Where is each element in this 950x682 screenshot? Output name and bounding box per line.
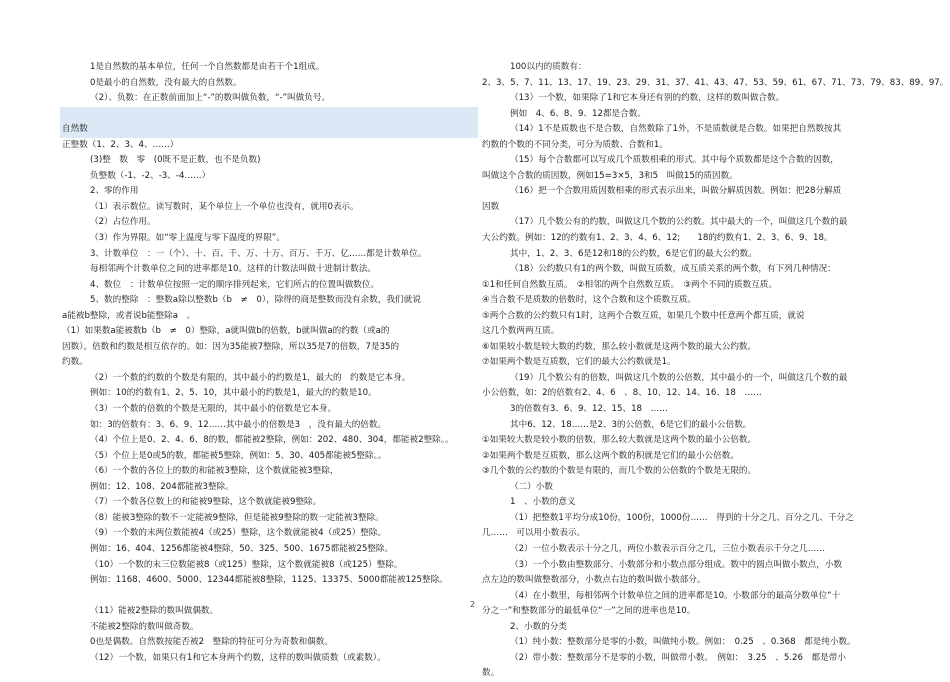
text-line: 分之一”和整数部分的最低单位“一”之间的进率也是10。 bbox=[482, 606, 696, 617]
text-line: （2）带小数：整数部分不是零的小数，叫做带小数。 例如： 3.25 、5.26 都是带小 bbox=[510, 652, 846, 663]
text-line: ④当合数不是质数的倍数时，这个合数和这个质数互质。 bbox=[482, 295, 696, 306]
text-line: 例如：16、404、1256都能被4整除，50、325、500、1675都能被25整除。 bbox=[90, 543, 394, 554]
page-number: 2 bbox=[470, 600, 476, 609]
text-line: 1是自然数的基本单位，任何一个自然数都是由若干个1组成。 bbox=[90, 62, 325, 72]
text-line: 2、小数的分类 bbox=[510, 621, 568, 632]
text-line: 例如：1168、4600、5000、12344都能被8整除，1125、13375、5000都能被125整除。 bbox=[90, 575, 448, 586]
text-line: （1）表示数位。读写数时，某个单位上一个单位也没有，就用0表示。 bbox=[90, 201, 359, 212]
right-column bbox=[482, 60, 949, 682]
text-line: （7）一个数各位数上的和能被9整除，这个数就能被9整除。 bbox=[90, 497, 322, 508]
text-line: 数。 bbox=[482, 668, 500, 679]
text-line: 约数的个数的不同分类，可分为质数、合数和1。 bbox=[482, 139, 668, 150]
text-line: （1）纯小数：整数部分是零的小数，叫做纯小数。例如： 0.25 、0.368 都是纯小数。 bbox=[510, 637, 856, 648]
text-line: （19）几个数公有的倍数，叫做这几个数的公倍数，其中最小的一个，叫做这几个数的最 bbox=[510, 372, 848, 383]
text-line: ②如果两个数是互质数，那么这两个数的积就是它们的最小公倍数。 bbox=[482, 450, 739, 461]
text-line: （3）一个数的倍数的个数是无限的，其中最小的倍数是它本身。 bbox=[90, 404, 337, 415]
text-line: 因数 bbox=[482, 201, 500, 212]
text-line: 不能被2整除的数叫做奇数。 bbox=[90, 621, 199, 632]
text-line: （17）几个数公有的约数，叫做这几个数的公约数。其中最大的一个，叫做这几个数的最 bbox=[510, 217, 848, 228]
text-line: 这几个数两两互质。 bbox=[482, 326, 560, 337]
text-line: 4、数位 ：计数单位按照一定的顺序排列起来，它们所占的位置叫做数位。 bbox=[90, 279, 380, 290]
text-line: ③几个数的公约数的个数是有限的，而几个数的公倍数的个数是无限的。 bbox=[482, 466, 757, 477]
text-line: （3）一个小数由整数部分、小数部分和小数点部分组成。数中的圆点叫做小数点，小数 bbox=[510, 559, 843, 570]
text-line: ⑦如果两个数是互质数，它们的最大公约数就是1。 bbox=[482, 357, 676, 368]
text-line: （12）一个数，如果只有1和它本身两个约数，这样的数叫做质数（或素数）。 bbox=[90, 652, 386, 663]
text-line: 3、计数单位 ：一（个）、十、百、千、万、十万、百万、千万、亿……都是计数单位。 bbox=[90, 248, 427, 259]
text-line: （2）占位作用。 bbox=[90, 217, 156, 228]
text-line: 2、零的作用 bbox=[90, 186, 139, 197]
text-line: （9）一个数的末两位数能被4（或25）整除，这个数就能被4（或25）整除。 bbox=[90, 528, 387, 539]
text-line: （11）能被2整除的数叫做偶数。 bbox=[90, 606, 219, 617]
text-line: 0是最小的自然数，没有最大的自然数。 bbox=[90, 77, 242, 88]
text-line: 负整数（-1、-2、-3、-4……） bbox=[90, 170, 211, 181]
text-line: 其中6、12、18……是2、3的公倍数，6是它们的最小公倍数。 bbox=[510, 419, 752, 430]
text-line: 叫做这个合数的质因数，例如15=3×5，3和5 叫做15的质因数。 bbox=[482, 170, 738, 181]
text-line: （6）一个数的各位上的数的和能被3整除，这个数就能被3整除， bbox=[90, 466, 339, 477]
text-line: 5、数的整除 ：整数a除以整数b（b ≠ 0），除得的商是整数而没有余数，我们就说 bbox=[90, 295, 421, 306]
text-line: （13）一个数，如果除了1和它本身还有别的约数，这样的数叫做合数。 bbox=[510, 93, 785, 104]
text-line: （1）把整数1平均分成10份，100份，1000份…… 得到的十分之几、百分之几、千分之 bbox=[510, 512, 854, 523]
text-line: （10）一个数的末三位数能被8（或125）整除，这个数就能被8（或125）整除。 bbox=[90, 559, 403, 570]
text-line: （2）一位小数表示十分之几，两位小数表示百分之几，三位小数表示千分之几…… bbox=[510, 543, 825, 554]
text-line: （4）个位上是0、2、4、6、8的数，都能被2整除，例如：202、480、304，都能被2整除。。 bbox=[90, 435, 454, 446]
text-line: 小公倍数，如：2的倍数有2、4、6 、8、10、12、14、16、18 …… bbox=[482, 388, 762, 399]
text-line: 约数。 bbox=[62, 357, 88, 368]
left-column bbox=[62, 60, 476, 666]
text-line: （1）如果数a能被数b（b ≠ 0）整除，a就叫做b的倍数，b就叫做a的约数（或a的 bbox=[62, 326, 390, 337]
text-line bbox=[62, 589, 476, 605]
text-line: a能被b整除，或者说b能整除a 。 bbox=[62, 310, 196, 321]
text-line: （2）、负数：在正数前面加上“-”的数叫做负数，“-”叫做负号。 bbox=[90, 93, 331, 104]
text-line: ①1和任何自然数互质。 ②相邻的两个自然数互质。 ③两个不同的质数互质。 bbox=[482, 279, 777, 290]
text-line: （二）小数 bbox=[510, 481, 553, 492]
text-line: 点左边的数叫做整数部分，小数点右边的数叫做小数部分。 bbox=[482, 575, 706, 586]
text-line: ①如果较大数是较小数的倍数，那么较大数就是这两个数的最小公倍数。 bbox=[482, 435, 757, 446]
text-line: （14）1不是质数也不是合数，自然数除了1外，不是质数就是合数。如果把自然数按其 bbox=[510, 124, 842, 135]
text-line: 1 、小数的意义 bbox=[510, 497, 576, 508]
text-line: 例如 4、6、8、9、12都是合数。 bbox=[510, 108, 646, 119]
text-line: 3的倍数有3、6、9、12、15、18 …… bbox=[510, 404, 668, 415]
text-line: 因数）。倍数和约数是相互依存的。如：因为35能被7整除，所以35是7的倍数，7是35的 bbox=[62, 341, 400, 352]
text-line: (3)整 数 零 (0既不是正数，也不是负数) bbox=[90, 155, 261, 166]
text-line: 100以内的质数有： bbox=[510, 62, 587, 72]
text-line: （4）在小数里，每相邻两个计数单位之间的进率都是10。小数部分的最高分数单位“十 bbox=[510, 590, 841, 601]
text-line: （18）公约数只有1的两个数，叫做互质数，成互质关系的两个数，有下列几种情况： bbox=[510, 264, 836, 275]
text-line: （15）每个合数都可以写成几个质数相乘的形式。其中每个质数都是这个合数的因数， bbox=[510, 155, 839, 166]
text-line: 大公约数。例如：12的约数有1、2、3、4、6、12; 18的约数有1、2、3、6、9、18。 bbox=[482, 233, 833, 244]
text-line: ⑥如果较小数是较大数的约数，那么较小数就是这两个数的最大公约数。 bbox=[482, 341, 757, 352]
text-line: （2）一个数的约数的个数是有限的，其中最小的约数是1，最大的 约数是它本身。 bbox=[90, 372, 411, 383]
text-line bbox=[60, 107, 478, 123]
text-line: （5）个位上是0或5的数，都能被5整除，例如：5、30、405都能被5整除。。 bbox=[90, 450, 387, 461]
text-line: 正整数（1、2、3、4、……） bbox=[62, 139, 179, 150]
text-line: （16）把一个合数用质因数相乘的形式表示出来，叫做分解质因数。例如：把28分解质 bbox=[510, 186, 842, 197]
text-line: （8）能被3整除的数不一定能被9整除，但是能被9整除的数一定能被3整除。 bbox=[90, 512, 384, 523]
text-line: 0也是偶数。自然数按能否被2 整除的特征可分为奇数和偶数。 bbox=[90, 637, 333, 648]
text-line: 自然数 bbox=[60, 122, 478, 138]
text-line: 每相邻两个计数单位之间的进率都是10。这样的计数法叫做十进制计数法。 bbox=[90, 264, 376, 275]
text-line: 例如：12、108、204都能被3整除。 bbox=[90, 481, 234, 492]
text-line: 几…… 可以用小数表示。 bbox=[482, 528, 586, 539]
text-line: 如：3的倍数有：3、6、9、12……其中最小的倍数是3 ，没有最大的倍数。 bbox=[90, 419, 387, 430]
text-line: （3）作为界限。如“零上温度与零下温度的界限”。 bbox=[90, 233, 285, 244]
text-line: ⑤两个合数的公约数只有1时，这两个合数互质，如果几个数中任意两个都互质，就说 bbox=[482, 310, 805, 321]
text-line: 例如：10的约数有1、2、5、10，其中最小的约数是1，最大的约数是10。 bbox=[90, 388, 377, 399]
text-line: 其中，1、2、3、6是12和18的公约数，6是它们的最大公约数。 bbox=[510, 248, 757, 259]
text-line: 2、3、5、7、11、13、17、19、23、29、31、37、41、43、47、53、59、61、67、71、73、79、83、89、97。 bbox=[482, 77, 949, 88]
